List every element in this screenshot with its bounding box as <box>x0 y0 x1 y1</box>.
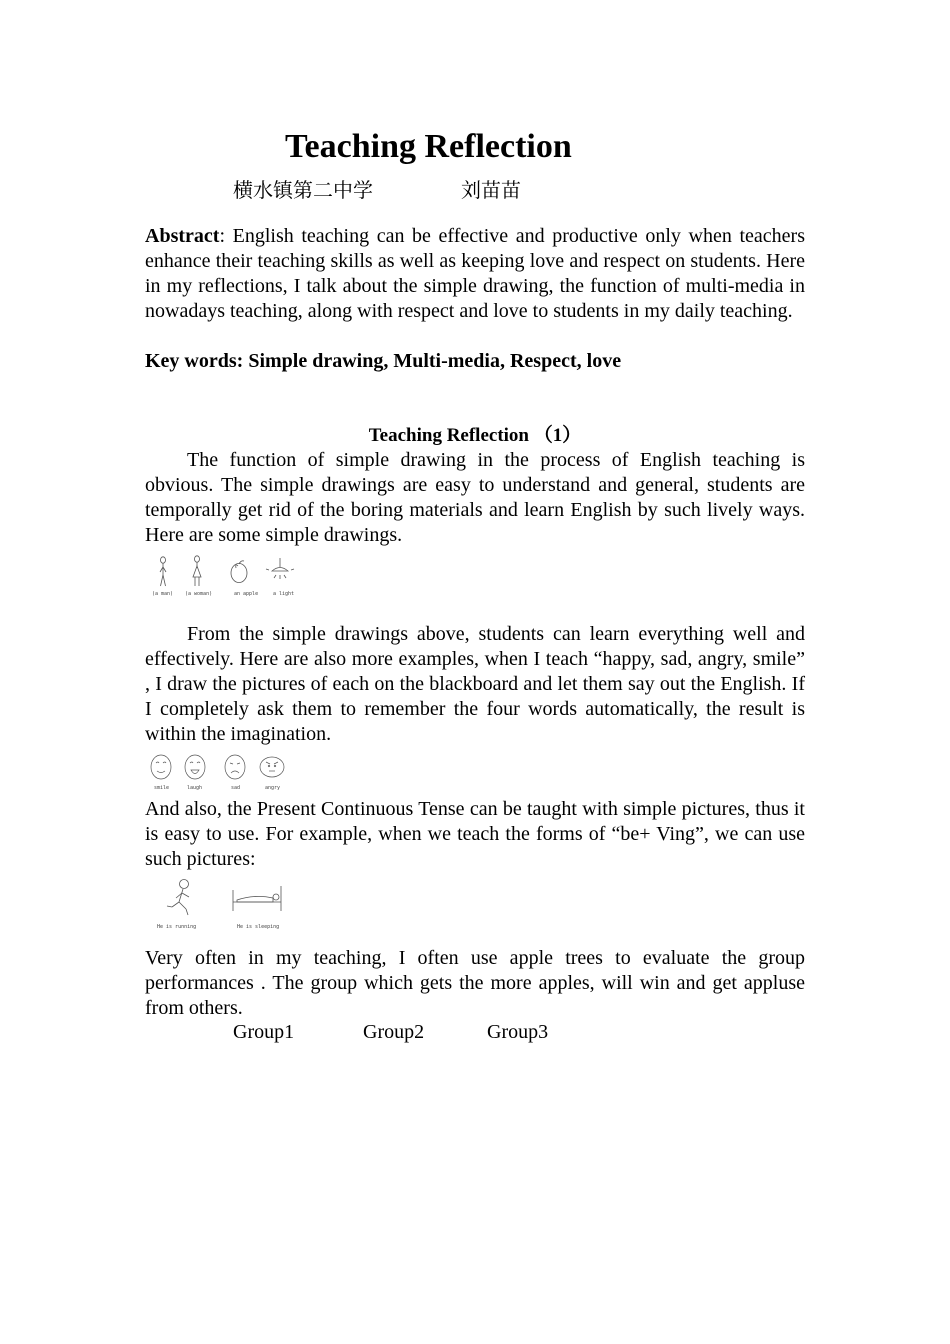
paragraph-simple-drawing: The function of simple drawing in the process of English teaching is obvious. The simple drawings are easy to understand and general, students are temporally get rid of the boring materials and learn English by such lively ways. Here are some simple drawings. <box>145 449 805 546</box>
figure-faces <box>145 752 295 792</box>
fig1-caption-1: (a man) <box>152 591 174 597</box>
abstract-label: Abstract <box>145 225 220 247</box>
apple-drawing-icon <box>231 561 247 583</box>
laugh-face-icon <box>185 755 205 779</box>
fig2-caption-1: smile <box>154 785 170 791</box>
light-drawing-icon <box>266 558 294 579</box>
man-drawing-icon <box>160 557 166 586</box>
angry-face-icon <box>260 757 284 777</box>
group-label-2: Group2 <box>363 1021 425 1043</box>
smile-face-icon <box>151 755 171 779</box>
fig2-caption-2: laugh <box>187 785 203 791</box>
author-name: 刘苗苗 <box>461 178 521 202</box>
fig2-caption-3: sad <box>231 785 241 791</box>
paragraph-present-continuous: And also, the Present Continuous Tense can be taught with simple pictures, thus it is easy to use. For example, when we teach the forms of “be+ Ving”, we can use such pictures: <box>145 798 805 870</box>
document-title: Teaching Reflection <box>285 128 572 165</box>
fig1-caption-4: a light <box>273 591 295 597</box>
paragraph-emotions: From the simple drawings above, students can learn everything well and effectively. Here are also more examples, when I teach “happy, sad, angry, smile” , I draw the pictures of each on the blackboard and let them say out the English. If I completely ask them to remember the four words automatically, the result is within the imagination. <box>145 623 805 745</box>
fig1-caption-2: (a woman) <box>185 591 213 597</box>
sleeping-man-icon <box>233 886 281 911</box>
group-labels <box>233 1021 548 1044</box>
fig1-caption-3: an apple <box>234 591 259 597</box>
fig3-caption-2: He is sleeping <box>237 924 280 930</box>
running-man-icon <box>167 880 189 916</box>
fig3-caption-1: He is running <box>157 924 197 930</box>
paragraph-apple-trees: Very often in my teaching, I often use apple trees to evaluate the group performances . The group which gets the more apples, will win and get appluse from others. <box>145 947 805 1019</box>
figure-actions <box>145 876 305 934</box>
section-heading: Teaching Reflection （1） <box>368 425 582 446</box>
woman-drawing-icon <box>193 556 201 586</box>
abstract-paragraph <box>145 224 805 324</box>
keywords-line: Key words: Simple drawing, Multi-media, Respect, love <box>145 350 622 372</box>
abstract-text: : English teaching can be effective and productive only when teachers enhance their teaching skills as well as keeping love and respect on students. Here in my reflections, I talk about the simple drawing, the function of multi-media in nowadays teaching, along with respect and love to students in my daily teaching. <box>145 225 805 322</box>
group-label-1: Group1 <box>233 1021 295 1043</box>
fig2-caption-4: angry <box>265 785 281 791</box>
sad-face-icon <box>225 755 245 779</box>
figure-simple-drawings <box>145 553 305 599</box>
author-line <box>233 174 521 203</box>
school-name: 横水镇第二中学 <box>233 178 373 202</box>
group-label-3: Group3 <box>487 1021 549 1043</box>
